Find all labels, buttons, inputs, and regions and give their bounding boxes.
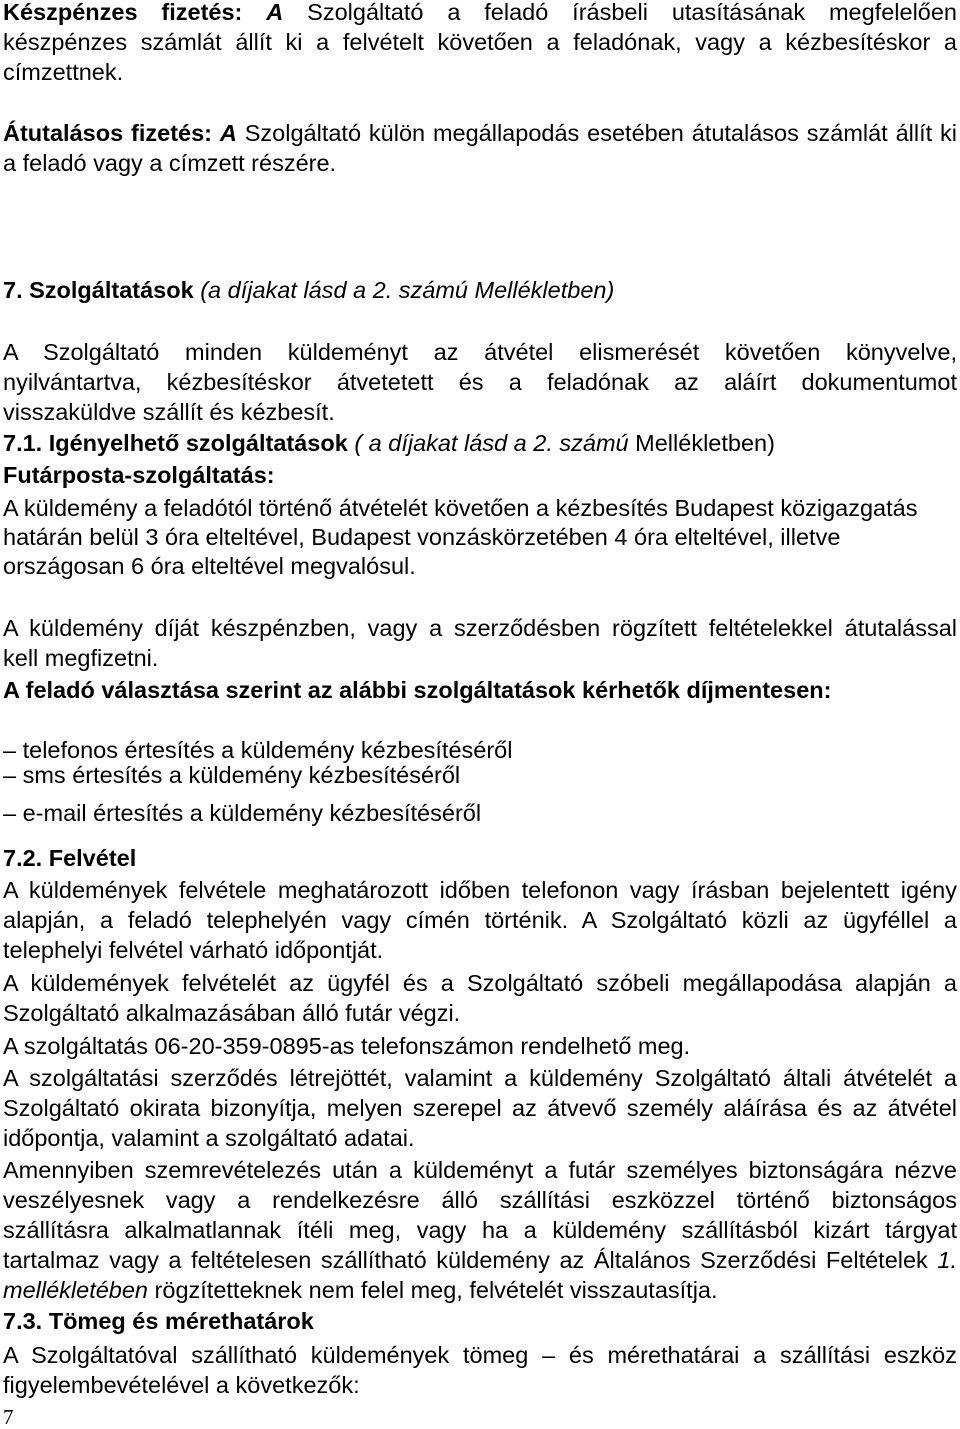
- paragraph-line: kell megfizetni.: [3, 645, 159, 671]
- section-7-2-heading: 7.2. Felvétel: [3, 845, 137, 871]
- line-text: Szolgáltató külön megállapodás esetében átutalásos számlát állít ki: [244, 120, 958, 146]
- paragraph-line: veszélyesnek vagy a rendelkezésre álló szállítási eszközzel történő biztonságos: [3, 1187, 957, 1213]
- transfer-payment-label: Átutalásos fizetés:: [3, 120, 212, 146]
- paragraph-line: [3, 0, 957, 27]
- paragraph-line: A küldemény díját készpénzben, vagy a szerződésben rögzített feltételekkel átutalással: [3, 615, 957, 641]
- section-7-note: (a díjakat lásd a 2. számú Mellékletben): [200, 277, 615, 303]
- contract-paragraph: [3, 1063, 957, 1153]
- paragraph-line: A Szolgáltató minden küldeményt az átvétel elismerését követően könyvelve,: [3, 339, 957, 365]
- free-services-title: A feladó választása szerint az alábbi szolgáltatások kérhetők díjmentesen:: [3, 677, 832, 703]
- paragraph-line: nyilvántartva, kézbesítéskor átvetetett és a feladónak az aláírt dokumentumot: [3, 369, 957, 395]
- section-7-1-note: ( a díjakat lásd a 2. számú: [354, 430, 629, 456]
- cash-payment-label: Készpénzes fizetés:: [3, 0, 243, 25]
- section-7-1-note-tail: Mellékletben): [635, 430, 775, 456]
- paragraph-line: a feladó vagy a címzett részére.: [3, 150, 337, 176]
- list-item: – sms értesítés a küldemény kézbesítéséről: [3, 762, 461, 788]
- free-services-list: [3, 735, 957, 830]
- fee-paragraph: [3, 613, 957, 673]
- paragraph-line: Szolgáltató alkalmazásában álló futár végzi.: [3, 1000, 461, 1026]
- paragraph-line: A küldemények felvételét az ügyfél és a Szolgáltató szóbeli megállapodása alapján a: [3, 970, 957, 996]
- paragraph-line: A Szolgáltatóval szállítható küldemények tömeg – és mérethatárai a szállítási eszköz: [3, 1342, 957, 1368]
- section-7-1-title: 7.1. Igényelhető szolgáltatások: [3, 430, 348, 456]
- line-text: rögzítetteknek nem felel meg, felvételét visszautasítja.: [154, 1277, 718, 1303]
- refusal-paragraph: [3, 1155, 957, 1305]
- limits-paragraph: [3, 1340, 957, 1400]
- line-text: Szolgáltató a feladó írásbeli utasításának megfelelően: [307, 0, 958, 25]
- section-7-1-heading: [3, 428, 957, 458]
- paragraph-line: visszaküldve szállít és kézbesít.: [3, 399, 335, 425]
- paragraph-line: [3, 118, 957, 148]
- page-number: 7: [3, 1405, 14, 1429]
- annex-number: 1.: [937, 1247, 957, 1273]
- section-7-title: 7. Szolgáltatások: [3, 277, 194, 303]
- paragraph-line: A szolgáltatási szerződés létrejöttét, valamint a küldemény Szolgáltató általi átvételét a: [3, 1065, 957, 1091]
- transfer-payment-subject: A: [219, 120, 237, 146]
- paragraph-line: A küldemények felvétele meghatározott időben telefonon vagy írásban bejelentett igény: [3, 877, 957, 903]
- list-item: – e-mail értesítés a küldemény kézbesítéséről: [3, 800, 482, 826]
- line-text: tartalmaz vagy a feltételesen szállítható küldemény az Általános Szerződési Feltételek: [3, 1247, 928, 1273]
- paragraph-line: készpénzes számlát állít ki a felvételt követően a feladónak, vagy a kézbesítéskor a: [3, 29, 957, 55]
- order-phone-paragraph: A szolgáltatás 06-20-359-0895-as telefonszámon rendelhető meg.: [3, 1033, 691, 1059]
- paragraph-line: határán belül 3 óra elteltével, Budapest vonzáskörzetében 4 óra elteltével, illetve: [3, 524, 841, 550]
- paragraph-line: szállításra alkalmatlannak ítéli meg, vagy ha a küldemény szállításból kizárt tárgyat: [3, 1217, 957, 1243]
- paragraph-line: alapján, a feladó telephelyén vagy címén történik. A Szolgáltató közli az ügyféllel a: [3, 907, 957, 933]
- courier-service-title: Futárposta-szolgáltatás:: [3, 462, 275, 488]
- section-7-heading: [3, 275, 957, 305]
- paragraph-line: telephelyi felvétel várható időpontját.: [3, 937, 384, 963]
- paragraph-line: Szolgáltató okirata bizonyítja, melyen szerepel az átvevő személy aláírása és az átvétel: [3, 1095, 957, 1121]
- services-intro-paragraph: [3, 337, 957, 427]
- courier-paragraph: [3, 968, 957, 1028]
- transfer-payment-paragraph: [3, 118, 957, 178]
- paragraph-line: időpontja, valamint a szolgáltató adatai.: [3, 1125, 415, 1151]
- list-item: – telefonos értesítés a küldemény kézbesítéséről: [3, 737, 513, 763]
- cash-payment-subject: A: [266, 0, 284, 25]
- delivery-time-paragraph: [3, 494, 957, 581]
- paragraph-line: Amennyiben szemrevételezés után a küldeményt a futár személyes biztonságára nézve: [3, 1157, 957, 1183]
- pickup-paragraph: [3, 875, 957, 965]
- paragraph-line: országosan 6 óra elteltével megvalósul.: [3, 553, 416, 579]
- paragraph-line: [3, 1245, 957, 1275]
- paragraph-line: figyelembevételével a következők:: [3, 1372, 360, 1398]
- paragraph-line: A küldemény a feladótól történő átvételét követően a kézbesítés Budapest közigazgatás: [3, 495, 918, 521]
- section-7-3-heading: 7.3. Tömeg és mérethatárok: [3, 1308, 314, 1334]
- cash-payment-paragraph: [3, 0, 957, 87]
- annex-word: mellékletében: [3, 1277, 149, 1303]
- paragraph-line: címzettnek.: [3, 59, 124, 85]
- paragraph-line: [3, 1275, 957, 1305]
